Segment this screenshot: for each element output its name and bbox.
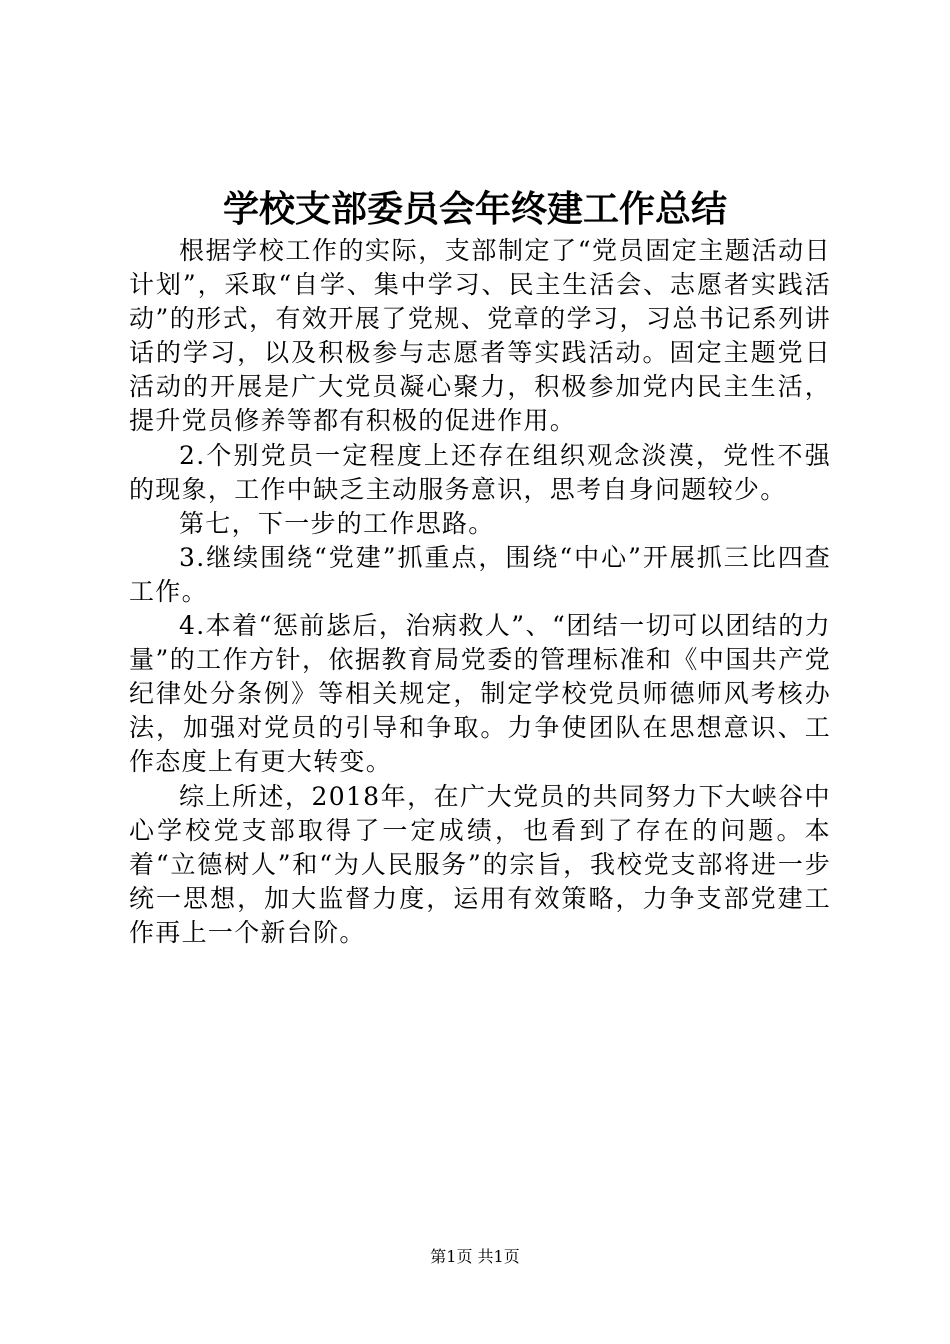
paragraph-activities: 根据学校工作的实际，支部制定了“党员固定主题活动日计划”，采取“自学、集中学习、民主生活会、志愿者实践活动”的形式，有效开展了党规、党章的学习，习总书记系列讲话的学习，以及积极参与志愿者等实践活动。固定主题党日活动的开展是广大党员凝心聚力，积极参加党内民主生活，提升党员修养等都有积极的促进作用。 — [129, 236, 831, 436]
paragraph-problem-2: 2.个别党员一定程度上还存在组织观念淡漠，党性不强的现象，工作中缺乏主动服务意识，思考自身问题较少。 — [129, 440, 831, 504]
paragraph-section-seven: 第七，下一步的工作思路。 — [179, 508, 495, 538]
paragraph-plan-4: 4.本着“惩前毖后，治病救人”、“团结一切可以团结的力量”的工作方针，依据教育局党委的管理标准和《中国共产党纪律处分条例》等相关规定，制定学校党员师德师风考核办法，加强对党员的引导和争取。力争使团队在思想意识、工作态度上有更大转变。 — [129, 611, 831, 777]
document-title: 学校支部委员会年终建工作总结 — [222, 188, 727, 230]
page-footer: 第1页 共1页 — [430, 1247, 520, 1266]
paragraph-summary: 综上所述，2018年，在广大党员的共同努力下大峡谷中心学校党支部取得了一定成绩，也看到了存在的问题。本着“立德树人”和“为人民服务”的宗旨，我校党支部将进一步统一思想，加大监督力度，运用有效策略，力争支部党建工作再上一个新台阶。 — [129, 781, 831, 947]
document-body — [129, 234, 831, 950]
paragraph-plan-3: 3.继续围绕“党建”抓重点，围绕“中心”开展抓三比四查工作。 — [129, 542, 831, 606]
